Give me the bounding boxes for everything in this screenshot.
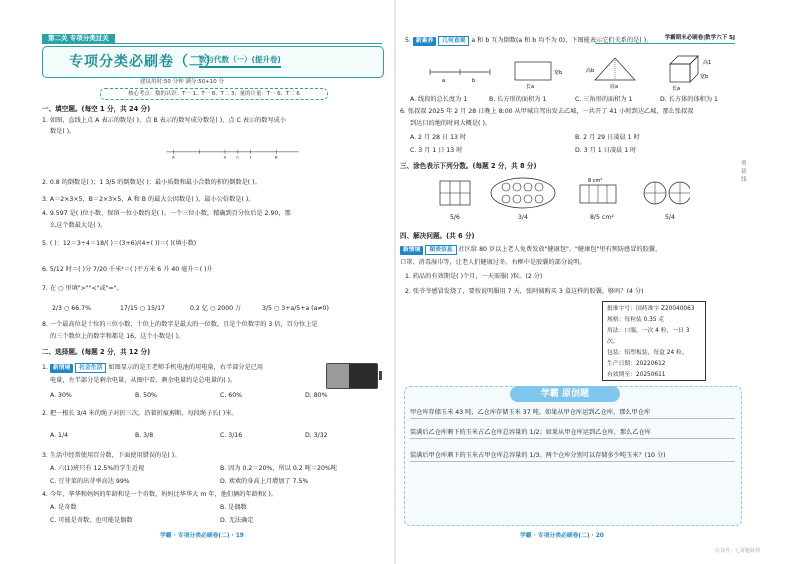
shade-label-4: 5/4 <box>665 214 675 221</box>
choice-q1-opt-a: A. 30% <box>50 392 72 399</box>
figure-b-rectangle <box>515 62 562 90</box>
badge-chart-info: 图表信息 <box>425 245 456 255</box>
watermark: 公众号：七哥题栽邦 <box>715 548 761 554</box>
right-q5-opt-a: A. 线段的总长度为 1 <box>410 96 468 103</box>
q5-figures <box>420 52 730 94</box>
card-line-expiry: 有效期至：20250611 <box>607 372 666 378</box>
battery-used <box>349 364 377 388</box>
choice-q1-line1: 1. 新情境 社会生活 如图显示的是王老师手机电池的用电量，右半部分是已用 <box>42 364 264 371</box>
section-problems: 四、解决问题。(共 6 分) <box>400 232 475 240</box>
choice-q2-opt-c: C. 3/16 <box>220 432 243 439</box>
question-5: 5. ( )：12＝3÷4＝18/( )＝(3+6)/(4+( ))＝( )(填小数) <box>42 240 197 247</box>
badge-new-context: 新情境 <box>50 364 73 373</box>
question-4b: 么这个数最大是( )。 <box>50 222 107 229</box>
card-line-approval: 批准字号：国药准字 Z20040063 <box>607 306 695 312</box>
right-q6b: 到达目的地的时间大概是( )。 <box>410 120 492 127</box>
shade-oval-circles <box>491 178 555 208</box>
choice-q4-opt-d: D. 无法确定 <box>220 517 254 524</box>
svg-text:宽b: 宽b <box>554 70 563 76</box>
choice-q2-opt-b: B. 3/8 <box>135 432 154 439</box>
choice-q4-opt-a: A. 是奇数 <box>50 504 77 511</box>
right-q6-opt-d: D. 3 月 1 日凌晨 1 时 <box>575 147 637 154</box>
label-C: C <box>236 155 239 159</box>
svg-text:宽b: 宽b <box>700 74 709 80</box>
label-1: 1 <box>249 155 252 159</box>
number-line <box>140 149 325 159</box>
question-3: 3. A＝2×3×5，B＝2×3×5，A 和 B 的最大公因数是( )，最小公倍数是( )。 <box>42 196 255 203</box>
shade-two-circles <box>644 182 690 204</box>
choice-q1-opt-c: C. 60% <box>220 392 243 399</box>
choice-q1-text-a: 如图显示的是王老师手机电池的用电量，右半部分是已用 <box>108 364 264 371</box>
right-q5-opt-b: B. 长方形的面积为 1 <box>489 96 547 103</box>
choice-q2-opt-a: A. 1/4 <box>50 432 69 439</box>
page-subtitle: 数与代数（一）(提升卷) <box>199 55 281 68</box>
card-line-production: 生产日期：20220612 <box>607 361 666 367</box>
left-footer: 学霸 · 专项分类必刷卷(二) · 19 <box>160 533 244 539</box>
question-6: 6. 5/12 时＝( )分 7/20 千米²＝( )平方米 6 升 40 毫升＝( )升 <box>42 266 213 273</box>
svg-text:高1: 高1 <box>703 60 712 66</box>
badge-new-context-2: 新情境 <box>400 246 423 255</box>
question-1a: 1. 如图，直线上点 A 表示的数是( )，点 B 表示的数写成分数是( )，点 C 表示的数写成小 <box>42 117 287 124</box>
question-8a: 8. 一个最高位是十位的三位小数，十位上的数字是最大的一位数，且是个位数字的 3 倍，百分位上是 <box>42 321 318 328</box>
compare-item-4: 3/5 ○ 3+a/5+a (a≠0) <box>262 305 329 312</box>
right-footer: 学霸 · 专项分类必刷卷(二) · 20 <box>520 533 604 539</box>
label-0: 0 <box>223 155 226 159</box>
svg-text:b: b <box>472 78 476 84</box>
svg-text:长a: 长a <box>526 84 535 90</box>
card-line-usage: 用法：口服，一次 4 粒，一日 3 次。 <box>607 328 690 345</box>
badge-new-literacy: 新素养 <box>413 37 436 46</box>
right-q6-opt-b: B. 2 月 29 日凌晨 1 时 <box>575 134 640 141</box>
figure-a-segment <box>430 69 490 84</box>
svg-text:高b: 高b <box>586 68 595 74</box>
choice-q4: 4. 今年，华华和妈妈的年龄和是一个奇数，妈妈比华华大 m 年，他们俩的年龄和( )。 <box>42 491 277 498</box>
shading-figures <box>430 175 690 215</box>
shade-label-3: 8/5 cm² <box>590 214 614 221</box>
right-header: 学霸期末必刷卷|数学六下 SJ <box>595 34 735 44</box>
choice-q3: 3. 生活中经常使用百分数，下面使用错误的是( )。 <box>42 452 181 459</box>
choice-q4-opt-b: B. 是偶数 <box>220 504 247 511</box>
question-1b: 数是( )。 <box>50 128 76 135</box>
area-label: 8 cm² <box>588 178 603 184</box>
right-q5-opt-c: C. 三角形的面积为 1 <box>575 96 633 103</box>
choice-q4-opt-c: C. 可能是奇数，也可能是偶数 <box>50 517 133 524</box>
top-bar <box>42 34 382 44</box>
svg-text:a: a <box>442 78 446 84</box>
svg-text:底a: 底a <box>610 84 619 90</box>
question-4a: 4. 9.597 是( )位小数，保留一位小数约是( )。一个三位小数，精确到百分位后是 2.90，那 <box>42 210 291 217</box>
shade-area-rect <box>580 178 616 203</box>
original-problem-line2: 装满后乙仓库剩下的玉米占乙仓库总容量的 1/2；如果从甲仓库运到乙仓库，那么乙仓库 <box>410 429 735 439</box>
shade-grid-6 <box>440 181 470 205</box>
svg-text:长a: 长a <box>672 86 681 92</box>
card-line-spec: 规格：每粒装 0.35 克 <box>607 317 665 323</box>
battery-remaining <box>327 364 349 388</box>
choice-q1-opt-d: D. 80% <box>305 392 328 399</box>
choice-q3-opt-d: D. 欢欢的身高上月增加了 7.5% <box>220 478 309 485</box>
problem-text-a: 社区给 80 岁以上老人免费发放"健康包"。"健康包"里有预防感冒的胶囊、 <box>458 246 662 253</box>
choice-q3-opt-b: B. 因为 0.2＝20%，所以 0.2 吨＝20%吨 <box>220 465 337 472</box>
figure-c-triangle <box>586 58 635 90</box>
choice-q2: 2. 把一根长 3/4 米的绳子对折三次，沿着折痕剪断，每段绳子长( )米。 <box>42 410 238 417</box>
cut-line-label: 剪 裁 线 <box>741 161 747 183</box>
right-q5-opt-d: D. 长方体的体积为 1 <box>660 96 718 103</box>
label-A: A <box>172 155 175 159</box>
shade-label-2: 3/4 <box>518 214 528 221</box>
question-2: 2. 0.8 的倒数是( )；1 3/5 的倒数是( )；最小质数和最小合数的积的倒数是( )。 <box>42 179 261 186</box>
section-choice: 二、选择题。(每题 2 分，共 12 分) <box>42 348 151 356</box>
right-q5-line: 5. 新素养 几何直观 a 和 b 互为倒数(a 和 b 均不为 0)，下图能表示它们关系的是( )。 <box>405 37 653 44</box>
choice-q1-line2: 电量，左半部分是剩余电量，从图中看，剩余电量约是总电量的( )。 <box>50 377 237 384</box>
right-q6-opt-a: A. 2 月 28 日 13 时 <box>410 134 467 141</box>
section-shading: 三、涂色表示下列分数。(每题 2 分，共 8 分) <box>400 162 537 170</box>
problem-line1 <box>400 245 740 255</box>
shade-label-1: 5/6 <box>450 214 460 221</box>
compare-item-1: 2/3 ○ 66.7% <box>52 305 91 312</box>
compare-item-2: 17/15 ○ 15/17 <box>120 305 165 312</box>
problem-q1: 1. 药品的有效期是( )个月，一天需服( )粒。(2 分) <box>405 273 543 280</box>
title-box <box>42 46 384 78</box>
section-tag: 第二关 专项分类过关 <box>42 34 115 43</box>
right-q5-text: a 和 b 互为倒数(a 和 b 均不为 0)，下图能表示它们关系的是( )。 <box>471 37 653 44</box>
time-info: 建议用时:50 分钟 满分:50+10 分 <box>140 79 225 85</box>
key-points: 核心考点：数的认识：T一 1、T一 8、T二 3；量的计量：T一 6、T二 6 <box>100 88 328 100</box>
label-B: B <box>275 155 278 159</box>
medicine-info-card <box>602 301 706 381</box>
choice-q1-opt-b: B. 50% <box>135 392 157 399</box>
card-line-package: 包装：铝塑板装，每盒 24 粒。 <box>607 350 688 356</box>
original-problem-line3: 装满后甲仓库剩下的玉米占甲仓库总容量的 1/3。两个仓库分别可以存储多少吨玉米？(10 分) <box>410 452 735 462</box>
page-spine <box>394 0 396 564</box>
badge-social-life: 社会生活 <box>75 363 106 373</box>
page-title: 专项分类必刷卷（二） <box>69 54 219 70</box>
right-q6-opt-c: C. 3 月 1 日 13 时 <box>410 147 463 154</box>
original-problem-title: 学霸 原创题 <box>510 386 620 402</box>
battery-diagram <box>326 363 378 389</box>
question-7: 7. 在 ○ 里填">""<"或"="。 <box>42 285 123 292</box>
question-8b: 的三个数位上的数字和都是 16，这个小数是( )。 <box>50 333 185 340</box>
problem-q2: 2. 张爷爷感冒发烧了，要按说明服用 7 天，张阿姨购买 3 盒这样的胶囊，够吗？(4 分) <box>405 288 644 295</box>
problem-text-b: 口罩、消毒湿巾等，让老人们健康过冬。右框中是胶囊的部分说明。 <box>400 259 586 266</box>
original-problem-line1: 甲仓库存储玉米 43 吨，乙仓库存储玉米 37 吨。如果从甲仓库运到乙仓库，那么甲仓库 <box>410 409 735 419</box>
right-q6a: 6. 张叔叔 2025 年 2 月 28 日晚上 8:00 从甲城自驾出发去乙城，一共开了 41 小时到达乙城，那么张叔叔 <box>400 108 694 115</box>
choice-q3-opt-a: A. 六(1)班只有 12.5%的学生近视 <box>50 465 145 472</box>
battery-cap <box>379 371 382 380</box>
choice-q3-opt-c: C. 豆芽菜的出芽率高达 99% <box>50 478 130 485</box>
badge-geometry: 几何直观 <box>438 36 469 46</box>
figure-d-cube <box>670 56 711 92</box>
choice-q2-opt-d: D. 3/32 <box>305 432 328 439</box>
compare-item-3: 0.2 亿 ○ 2000 万 <box>190 305 242 312</box>
section-fill-blank: 一、填空题。(每空 1 分，共 24 分) <box>42 105 151 113</box>
